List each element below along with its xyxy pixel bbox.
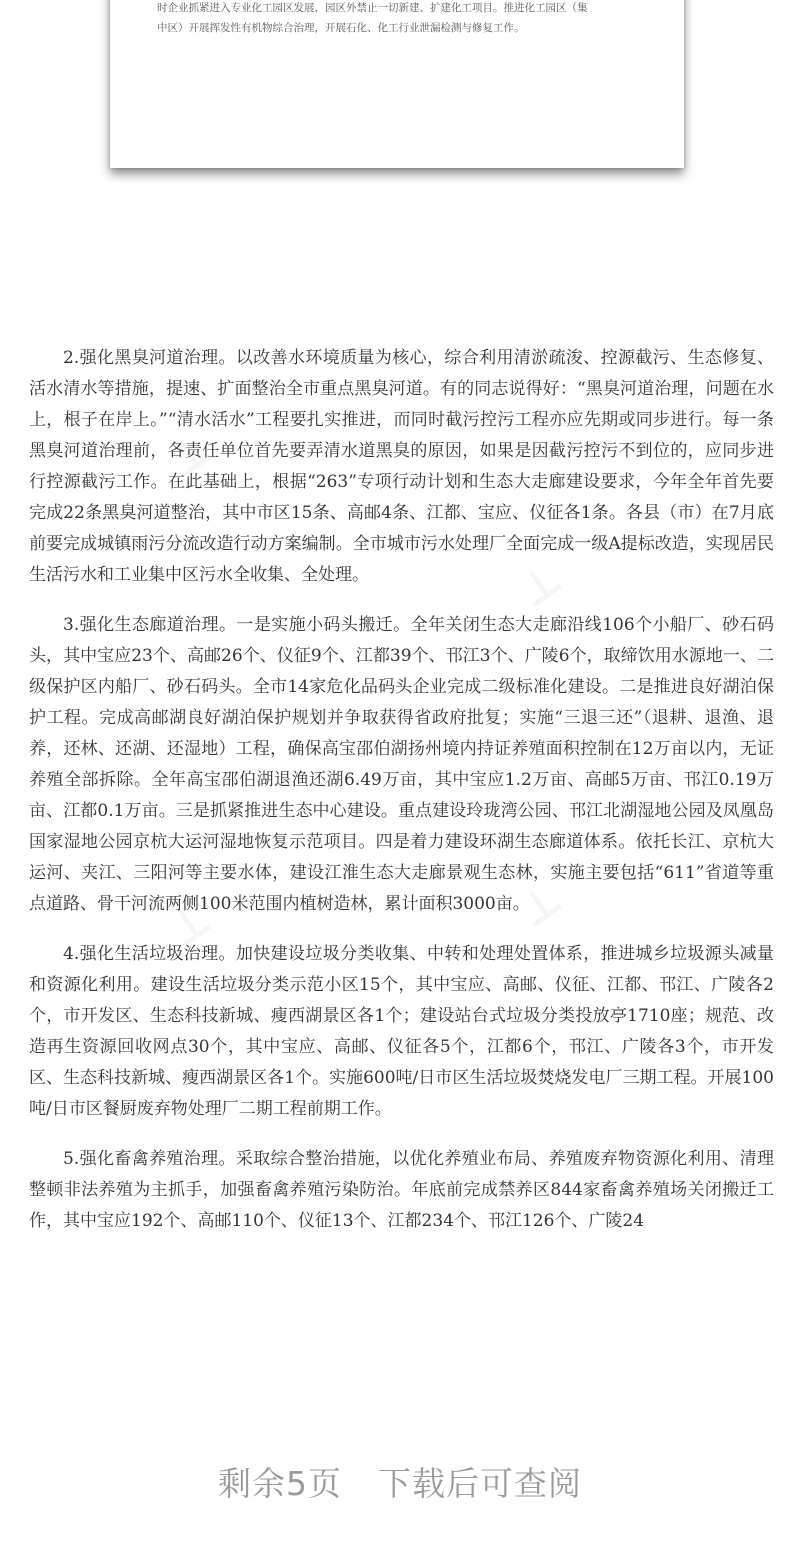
paragraph-black-odor-rivers: 2.强化黑臭河道治理。以改善水环境质量为核心，综合利用清淤疏浚、控源截污、生态修复、活水清水等措施，提速、扩面整治全市重点黑臭河道。有的同志说得好：“黑臭河道治理，问题在水上，根子在岸上。”“清水活水”工程要扎实推进，而同时截污控污工程亦应先期或同步进行。每一条黑臭河道治理前，各责任单位首先要弄清水道黑臭的原因，如果是因截污控污不到位的，应同步进行控源截污工作。在此基础上，根据“263”专项行动计划和生态大走廊建设要求，今年全年首先要完成22条黑臭河道整治，其中市区15条、高邮4条、江都、宝应、仪征各1条。各县（市）在7月底前要完成城镇雨污分流改造行动方案编制。全市城市污水处理厂全面完成一级A提标改造，实现居民生活污水和工业集中区污水全收集、全处理。 <box>29 348 774 585</box>
preview-page-card <box>110 0 684 168</box>
paragraph-domestic-waste: 4.强化生活垃圾治理。加快建设垃圾分类收集、中转和处理处置体系，推进城乡垃圾源头减量和资源化利用。建设生活垃圾分类示范小区15个，其中宝应、高邮、仪征、江都、邗江、广陵各2个，市开发区、生态科技新城、瘦西湖景区各1个；建设站台式垃圾分类投放亭1710座；规范、改造再生资源回收网点30个，其中宝应、高邮、仪征各5个，江都6个，邗江、广陵各3个，市开发区、生态科技新城、瘦西湖景区各1个。实施600吨/日市区生活垃圾焚烧发电厂三期工程。开展100吨/日市区餐厨废弃物处理厂二期工程前期工作。 <box>29 944 774 1119</box>
paragraph-livestock-farming: 5.强化畜禽养殖治理。采取综合整治措施，以优化养殖业布局、养殖废弃物资源化利用、清理整顿非法养殖为主抓手，加强畜禽养殖污染防治。年底前完成禁养区844家畜禽养殖场关闭搬迁工作，其中宝应192个、高邮110个、仪征13个、江都234个、邗江126个、广陵24 <box>29 1149 774 1231</box>
document-body <box>29 343 774 1256</box>
download-to-view-text[interactable]: 下载后可查阅 <box>378 1464 582 1503</box>
paragraph-ecological-corridor: 3.强化生态廊道治理。一是实施小码头搬迁。全年关闭生态大走廊沿线106个小船厂、砂石码头，其中宝应23个、高邮26个、仪征9个、江都39个、邗江3个、广陵6个，取缔饮用水源地一、二级保护区内船厂、砂石码头。全市14家危化品码头企业完成二级标准化建设。二是推进良好湖泊保护工程。完成高邮湖良好湖泊保护规划并争取获得省政府批复；实施“三退三还”（退耕、退渔、退养，还林、还湖、还湿地）工程，确保高宝邵伯湖扬州境内持证养殖面积控制在12万亩以内，无证养殖全部拆除。全年高宝邵伯湖退渔还湖6.49万亩，其中宝应1.2万亩、高邮5万亩、邗江0.19万亩、江都0.1万亩。三是抓紧推进生态中心建设。重点建设玲珑湾公园、邗江北湖湿地公园及凤凰岛国家湿地公园京杭大运河湿地恢复示范项目。四是着力建设环湖生态廊道体系。依托长江、京杭大运河、夹江、三阳河等主要水体，建设江淮生态大走廊景观生态林，实施主要包括“611”省道等重点道路、骨干河流两侧100米范围内植树造林，累计面积3000亩。 <box>29 615 774 914</box>
card-line: 时企业抓紧进入专业化工园区发展，园区外禁止一切新建、扩建化工项目。推进化工园区（集 <box>157 2 588 14</box>
card-text <box>157 0 647 38</box>
remaining-pages-text: 剩余5页 <box>218 1464 342 1503</box>
download-prompt[interactable] <box>0 1458 800 1505</box>
card-line: 中区）开展挥发性有机物综合治理，开展石化、化工行业泄漏检测与修复工作。 <box>157 22 525 34</box>
